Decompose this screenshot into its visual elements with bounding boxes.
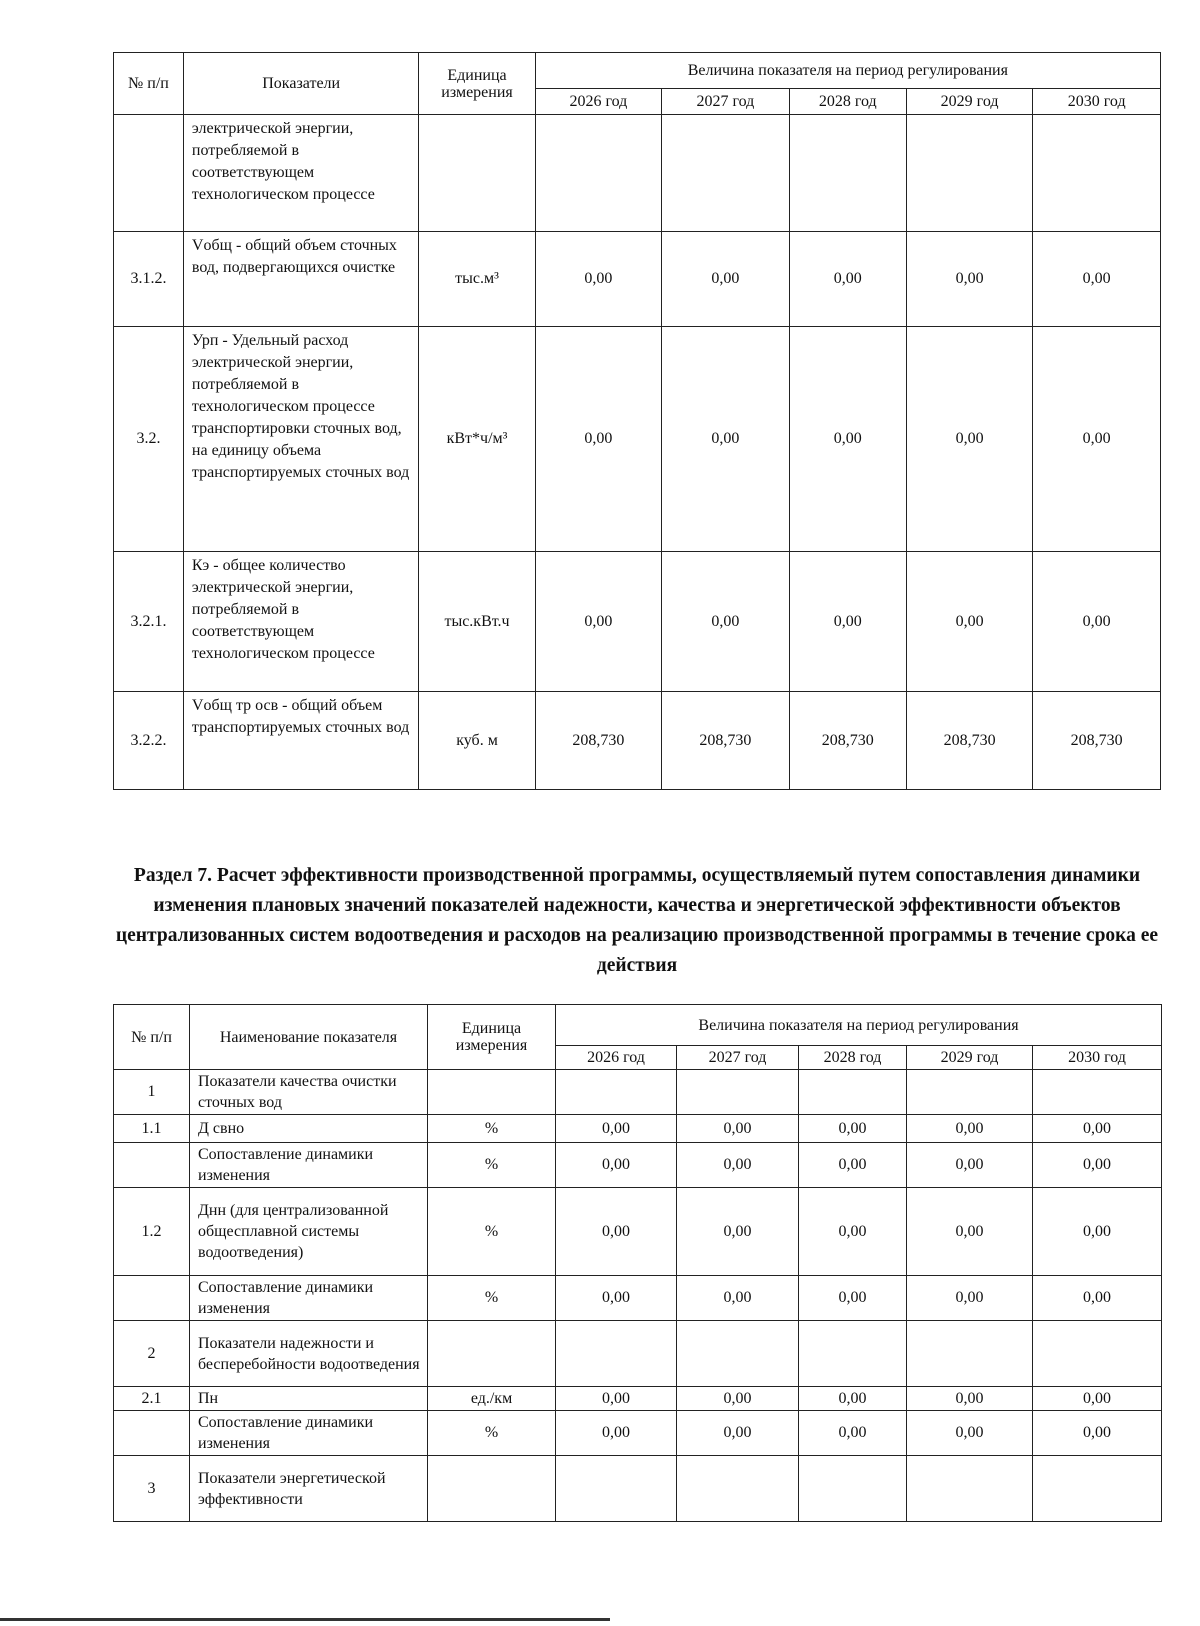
efficiency-table xyxy=(113,1004,1162,1522)
row-value xyxy=(906,115,1032,232)
row-indicator: Сопоставление динамики изменения xyxy=(190,1411,428,1456)
row-num: 1 xyxy=(114,1070,190,1115)
row-indicator: Показатели энергетической эффективности xyxy=(190,1456,428,1522)
row-value: 0,00 xyxy=(662,552,790,692)
row-value: 0,00 xyxy=(789,327,906,552)
row-value: 0,00 xyxy=(1033,232,1161,327)
row-value xyxy=(799,1070,907,1115)
col-header-indicator: Показатели xyxy=(183,53,419,115)
row-value: 0,00 xyxy=(556,1188,677,1276)
row-value: 0,00 xyxy=(677,1276,799,1321)
row-value xyxy=(1033,1456,1162,1522)
col-header-year: 2029 год xyxy=(907,1046,1033,1070)
row-unit: % xyxy=(428,1188,556,1276)
row-unit: % xyxy=(428,1115,556,1143)
row-num: 3 xyxy=(114,1456,190,1522)
row-num: 3.2.2. xyxy=(114,692,184,790)
row-value: 0,00 xyxy=(535,232,661,327)
row-num xyxy=(114,1276,190,1321)
row-value: 0,00 xyxy=(556,1387,677,1411)
row-value: 0,00 xyxy=(907,1115,1033,1143)
row-value: 0,00 xyxy=(556,1115,677,1143)
row-indicator: Урп - Удельный расход электрической энергии, потребляемой в технологическом процессе транспортировки сточных вод, на единицу объема транспортируемых сточных вод xyxy=(183,327,419,552)
row-indicator: Показатели качества очистки сточных вод xyxy=(190,1070,428,1115)
row-value xyxy=(677,1456,799,1522)
table-row xyxy=(114,1070,1162,1115)
row-value xyxy=(1033,1321,1162,1387)
row-unit xyxy=(428,1456,556,1522)
row-indicator: Сопоставление динамики изменения xyxy=(190,1143,428,1188)
row-indicator: Д свно xyxy=(190,1115,428,1143)
row-value xyxy=(907,1321,1033,1387)
col-header-year: 2028 год xyxy=(789,89,906,115)
row-unit xyxy=(428,1070,556,1115)
row-value: 0,00 xyxy=(907,1143,1033,1188)
section-7-title: Раздел 7. Расчет эффективности производственной программы, осуществляемый путем сопоставления динамики изменения плановых значений показателей надежности, качества и энергетической эффективности объектов централизованных систем водоотведения и расходов на реализацию производственной программы в течение срока ее действия xyxy=(115,865,1159,976)
row-value: 0,00 xyxy=(906,327,1032,552)
row-num xyxy=(114,1143,190,1188)
row-value: 208,730 xyxy=(906,692,1032,790)
col-header-year: 2026 год xyxy=(535,89,661,115)
row-value: 0,00 xyxy=(1033,552,1161,692)
row-value: 0,00 xyxy=(799,1115,907,1143)
row-value: 0,00 xyxy=(535,552,661,692)
table-row xyxy=(114,1456,1162,1522)
row-value xyxy=(799,1321,907,1387)
row-value: 0,00 xyxy=(799,1143,907,1188)
row-value xyxy=(677,1070,799,1115)
row-unit: куб. м xyxy=(419,692,535,790)
row-indicator: электрической энергии, потребляемой в соответствующем технологическом процессе xyxy=(183,115,419,232)
row-value: 0,00 xyxy=(907,1276,1033,1321)
row-num: 2 xyxy=(114,1321,190,1387)
row-value: 0,00 xyxy=(662,327,790,552)
table-row xyxy=(114,1276,1162,1321)
row-value: 0,00 xyxy=(1033,1411,1162,1456)
row-num: 3.2.1. xyxy=(114,552,184,692)
table-row xyxy=(114,1387,1162,1411)
row-value: 208,730 xyxy=(662,692,790,790)
row-unit: % xyxy=(428,1411,556,1456)
row-value: 0,00 xyxy=(789,232,906,327)
table-row xyxy=(114,232,1161,327)
row-num xyxy=(114,1411,190,1456)
row-num xyxy=(114,115,184,232)
row-value: 0,00 xyxy=(662,232,790,327)
row-value: 0,00 xyxy=(556,1411,677,1456)
row-value: 0,00 xyxy=(677,1115,799,1143)
row-indicator: Vобщ - общий объем сточных вод, подвергающихся очистке xyxy=(183,232,419,327)
col-header-year: 2027 год xyxy=(662,89,790,115)
col-header-year: 2030 год xyxy=(1033,1046,1162,1070)
row-value: 208,730 xyxy=(535,692,661,790)
table-row xyxy=(114,1143,1162,1188)
row-unit: ед./км xyxy=(428,1387,556,1411)
col-header-year: 2030 год xyxy=(1033,89,1161,115)
col-header-num: № п/п xyxy=(114,1005,190,1070)
row-value: 0,00 xyxy=(789,552,906,692)
row-value xyxy=(677,1321,799,1387)
row-indicator: Сопоставление динамики изменения xyxy=(190,1276,428,1321)
row-value xyxy=(799,1456,907,1522)
col-header-num: № п/п xyxy=(114,53,184,115)
row-indicator: Днн (для централизованной общесплавной системы водоотведения) xyxy=(190,1188,428,1276)
table-row xyxy=(114,1115,1162,1143)
row-unit: % xyxy=(428,1276,556,1321)
table-row xyxy=(114,1321,1162,1387)
row-value: 0,00 xyxy=(906,232,1032,327)
row-num: 3.1.2. xyxy=(114,232,184,327)
row-value: 0,00 xyxy=(1033,1276,1162,1321)
row-value: 0,00 xyxy=(907,1387,1033,1411)
row-value: 0,00 xyxy=(907,1188,1033,1276)
row-value: 0,00 xyxy=(556,1143,677,1188)
row-unit: кВт*ч/м³ xyxy=(419,327,535,552)
row-value xyxy=(535,115,661,232)
row-num: 1.2 xyxy=(114,1188,190,1276)
indicators-table-continuation xyxy=(113,52,1161,790)
col-header-year: 2028 год xyxy=(799,1046,907,1070)
row-value: 0,00 xyxy=(677,1411,799,1456)
row-value: 0,00 xyxy=(1033,1115,1162,1143)
row-indicator: Показатели надежности и бесперебойности водоотведения xyxy=(190,1321,428,1387)
row-value: 0,00 xyxy=(1033,1188,1162,1276)
col-header-unit: Единица измерения xyxy=(419,53,535,115)
row-value xyxy=(1033,1070,1162,1115)
row-value: 0,00 xyxy=(799,1411,907,1456)
col-header-year: 2026 год xyxy=(556,1046,677,1070)
row-value: 0,00 xyxy=(799,1387,907,1411)
row-unit xyxy=(428,1321,556,1387)
row-num: 2.1 xyxy=(114,1387,190,1411)
row-value: 0,00 xyxy=(1033,1387,1162,1411)
col-header-indicator: Наименование показателя xyxy=(190,1005,428,1070)
row-indicator: Vобщ тр осв - общий объем транспортируемых сточных вод xyxy=(183,692,419,790)
table-row xyxy=(114,1188,1162,1276)
row-value: 0,00 xyxy=(556,1276,677,1321)
col-header-year: 2027 год xyxy=(677,1046,799,1070)
table-row xyxy=(114,115,1161,232)
row-value: 208,730 xyxy=(789,692,906,790)
row-value xyxy=(1033,115,1161,232)
row-value: 0,00 xyxy=(677,1188,799,1276)
scan-bottom-rule xyxy=(0,1618,610,1621)
row-value: 0,00 xyxy=(677,1143,799,1188)
table-row xyxy=(114,327,1161,552)
row-value xyxy=(907,1070,1033,1115)
row-value xyxy=(556,1070,677,1115)
row-unit: % xyxy=(428,1143,556,1188)
row-value: 0,00 xyxy=(1033,1143,1162,1188)
col-header-period: Величина показателя на период регулирования xyxy=(535,53,1160,89)
row-value: 0,00 xyxy=(1033,327,1161,552)
row-value: 208,730 xyxy=(1033,692,1161,790)
table-row xyxy=(114,1411,1162,1456)
col-header-period: Величина показателя на период регулирования xyxy=(556,1005,1162,1046)
table-row xyxy=(114,552,1161,692)
row-indicator: Кэ - общее количество электрической энергии, потребляемой в соответствующем технологическом процессе xyxy=(183,552,419,692)
row-value xyxy=(662,115,790,232)
row-unit xyxy=(419,115,535,232)
col-header-year: 2029 год xyxy=(906,89,1032,115)
row-num: 1.1 xyxy=(114,1115,190,1143)
row-value: 0,00 xyxy=(677,1387,799,1411)
row-value: 0,00 xyxy=(535,327,661,552)
row-indicator: Пн xyxy=(190,1387,428,1411)
row-value: 0,00 xyxy=(906,552,1032,692)
row-num: 3.2. xyxy=(114,327,184,552)
col-header-unit: Единица измерения xyxy=(428,1005,556,1070)
row-value xyxy=(556,1456,677,1522)
row-unit: тыс.м³ xyxy=(419,232,535,327)
row-unit: тыс.кВт.ч xyxy=(419,552,535,692)
row-value: 0,00 xyxy=(799,1188,907,1276)
row-value xyxy=(789,115,906,232)
row-value xyxy=(556,1321,677,1387)
row-value: 0,00 xyxy=(799,1276,907,1321)
row-value: 0,00 xyxy=(907,1411,1033,1456)
table-row xyxy=(114,692,1161,790)
row-value xyxy=(907,1456,1033,1522)
